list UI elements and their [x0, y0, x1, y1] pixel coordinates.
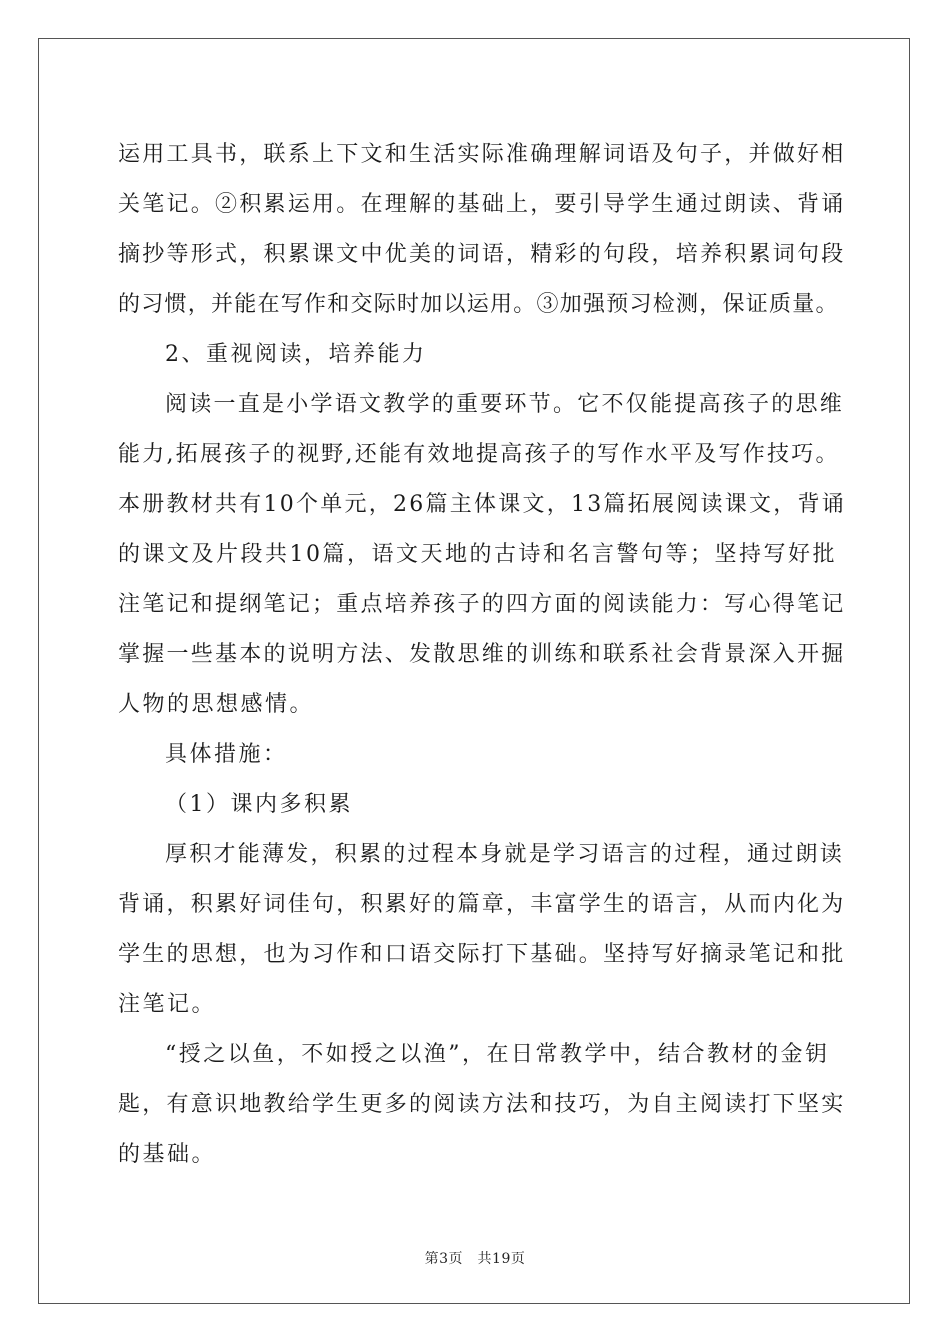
text-line: 关笔记。②积累运用。在理解的基础上，要引导学生通过朗读、背诵 — [118, 192, 846, 217]
text-line: 背诵，积累好词佳句，积累好的篇章，丰富学生的语言，从而内化为 — [118, 892, 846, 917]
document-body — [118, 130, 846, 1180]
text-line: 注笔记和提纲笔记；重点培养孩子的四方面的阅读能力：写心得笔记 — [118, 592, 846, 617]
text-line: 匙，有意识地教给学生更多的阅读方法和技巧，为自主阅读打下坚实 — [118, 1092, 846, 1117]
text-line: 本册教材共有10个单元，26篇主体课文，13篇拓展阅读课文，背诵 — [118, 492, 846, 517]
text-line: （1）课内多积累 — [165, 792, 353, 817]
page-number-footer: 第3页 共19页 — [424, 1251, 526, 1267]
text-line: 的课文及片段共10篇，语文天地的古诗和名言警句等；坚持写好批 — [118, 542, 837, 567]
text-line: 厚积才能薄发，积累的过程本身就是学习语言的过程，通过朗读 — [165, 842, 845, 867]
text-line: 2、重视阅读，培养能力 — [165, 342, 427, 367]
text-line: 阅读一直是小学语文教学的重要环节。它不仅能提高孩子的思维 — [165, 392, 845, 417]
text-line: 运用工具书，联系上下文和生活实际准确理解词语及句子，并做好相 — [118, 142, 846, 167]
text-line: 的习惯，并能在写作和交际时加以运用。③加强预习检测，保证质量。 — [118, 292, 839, 317]
text-line: 的基础。 — [118, 1142, 217, 1167]
text-line: 具体措施： — [165, 742, 288, 767]
text-line: “授之以鱼，不如授之以渔”，在日常教学中，结合教材的金钥 — [165, 1042, 830, 1067]
text-line: 掌握一些基本的说明方法、发散思维的训练和联系社会背景深入开掘 — [118, 642, 846, 667]
text-line: 能力,拓展孩子的视野,还能有效地提高孩子的写作水平及写作技巧。 — [118, 442, 840, 467]
text-line: 人物的思想感情。 — [118, 692, 315, 717]
text-line: 摘抄等形式，积累课文中优美的词语，精彩的句段，培养积累词句段 — [118, 242, 846, 267]
text-line: 注笔记。 — [118, 992, 217, 1017]
text-line: 学生的思想，也为习作和口语交际打下基础。坚持写好摘录笔记和批 — [118, 942, 846, 967]
